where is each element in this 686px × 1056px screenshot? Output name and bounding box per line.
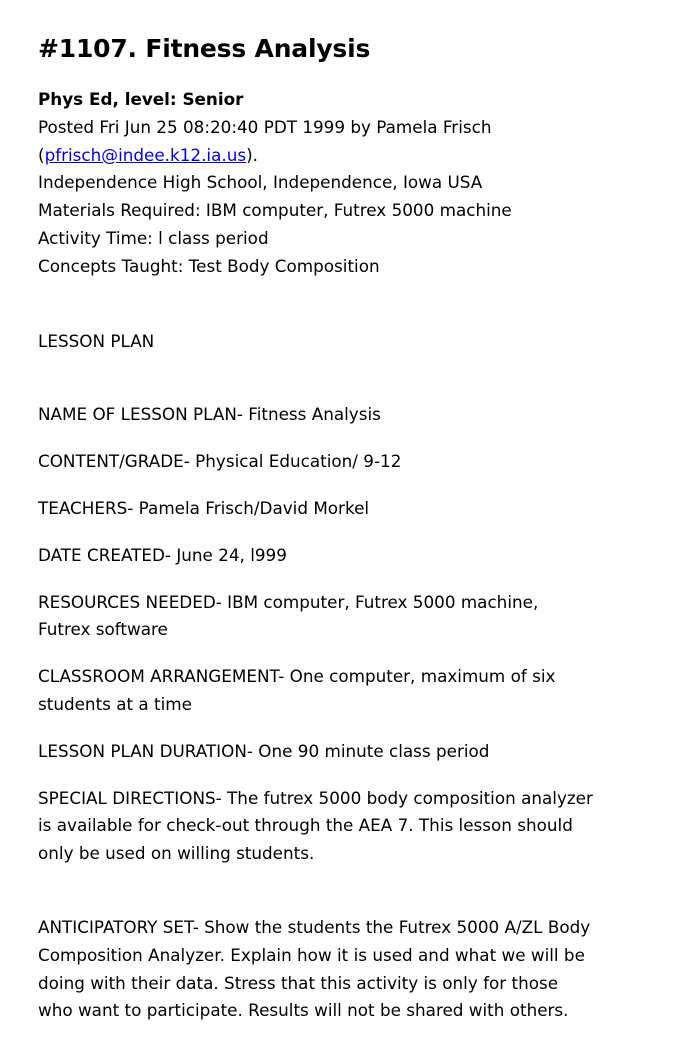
page-title: #1107. Fitness Analysis	[38, 34, 371, 63]
lesson-plan-entry-classroom-arrangement: CLASSROOM ARRANGEMENT- One computer, maximum of six students at a time	[38, 666, 556, 714]
lesson-plan-body	[38, 328, 594, 1026]
author-email-link[interactable]: pfrisch@indee.k12.ia.us	[44, 144, 247, 165]
concepts-taught-line: Concepts Taught: Test Body Composition	[38, 255, 380, 276]
activity-time-line: Activity Time: l class period	[38, 227, 269, 248]
lesson-plan-entry-teachers: TEACHERS- Pamela Frisch/David Morkel	[38, 497, 370, 518]
lesson-plan-entry-resources-needed: RESOURCES NEEDED- IBM computer, Futrex 5000 machine, Futrex software	[38, 591, 539, 640]
email-open-paren: (	[38, 144, 45, 165]
email-close-paren: ).	[246, 144, 258, 165]
lesson-plan-entry-name-of-lesson-plan: NAME OF LESSON PLAN- Fitness Analysis	[38, 404, 381, 425]
materials-required-line: Materials Required: IBM computer, Futrex 5000 machine	[38, 200, 512, 221]
subject-level-line: Phys Ed, level: Senior	[38, 89, 244, 109]
posted-by-line: Posted Fri Jun 25 08:20:40 PDT 1999 by Pamela Frisch	[38, 116, 492, 137]
document-metadata	[38, 86, 594, 281]
school-location-line: Independence High School, Independence, Iowa USA	[38, 172, 483, 193]
lesson-plan-entry-lesson-plan-duration: LESSON PLAN DURATION- One 90 minute class period	[38, 740, 490, 761]
lesson-plan-entry-content-grade: CONTENT/GRADE- Physical Education/ 9-12	[38, 451, 402, 472]
lesson-plan-entry-date-created: DATE CREATED- June 24, l999	[38, 544, 287, 565]
contact-email-line	[38, 142, 594, 170]
lesson-plan-entry-special-directions: SPECIAL DIRECTIONS- The futrex 5000 body composition analyzer is available for check-out through the AEA 7. This lesson should only be used on willing students.	[38, 787, 593, 864]
lesson-plan-heading: LESSON PLAN	[38, 330, 155, 351]
lesson-plan-entry-anticipatory-set: ANTICIPATORY SET- Show the students the Futrex 5000 A/ZL Body Composition Analyzer. Explain how it is used and what we will be doing with their data. Stress that this activity is only for those who want to participate. Results will not be shared with others.	[38, 916, 591, 1021]
